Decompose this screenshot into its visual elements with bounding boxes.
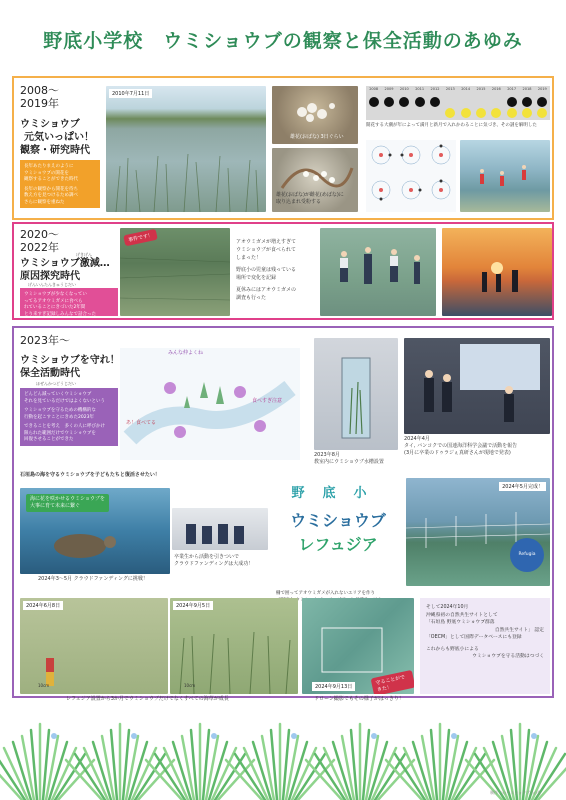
children-in-sea-photo — [460, 140, 550, 212]
graduates-caption: 卒業生から活動を引きついで クラウドファンディングは大成功！ — [174, 554, 254, 567]
seagrass-blade — [0, 754, 25, 800]
refugia-fence-photo — [406, 478, 550, 586]
conference-photo — [404, 338, 550, 434]
drone-caption: ドローン撮影でもその様子がはっきり！ — [314, 696, 404, 702]
era-description: ウミショウブが少なくなってい ってるアオウミガメに食べら れていることにきづいた2年間 とり来すぎ記録しみんなで話合った — [20, 288, 118, 316]
refugia-name-artwork — [274, 478, 402, 588]
moon-year-label: 2016 — [491, 87, 501, 91]
classroom-tank-photo — [314, 338, 398, 450]
growth-date-september: 2024年9月5日 — [173, 601, 213, 610]
moon-phase-dot — [537, 108, 547, 118]
moon-phase-dot — [522, 108, 532, 118]
moon-phase-dot — [430, 97, 440, 107]
era-title-line-2: 元気いっぱい！ — [24, 132, 94, 143]
moon-phase-dot — [476, 108, 486, 118]
era-description: 長年あたりまえのように ウミショウブの開花を 観察することができた時代 長年の観察から開花を待ち 数え方を見つけるため調べ さらに観察を重ねた — [20, 160, 100, 208]
era-title: ウミショウブを守れ！ 保全活動時代 — [20, 355, 120, 379]
map-label-friendly: みんな仲よくね — [168, 350, 204, 356]
moon-year-label: 2011 — [415, 87, 425, 91]
crowdfunding-badge: 海に花を咲かせるウミショウブを 大事に育て未来に繋ぐ — [26, 494, 109, 512]
oecm-box: そして2024年10月 沖縄県初の自然共生サイトとして 「石垣島 野底ウミショウブ群落 自然共生サイト」 認定 「OECM」として国際データベースにも登録 これからも野底小による ウミショウブを守る活動はつづく — [420, 598, 550, 694]
era-title — [20, 118, 94, 157]
male-flower-photo — [272, 86, 358, 144]
completion-badge: 2024年5月完成！ — [499, 482, 546, 491]
era-label: 2023年〜 — [20, 334, 70, 347]
era-line-2: 2019年 — [20, 97, 59, 110]
era-title-line-3: 観察・研究時代 — [20, 145, 90, 156]
moon-phase-dot — [445, 108, 455, 118]
moon-phase-dot — [415, 97, 425, 107]
ruby-text: げんいんたんきゅうじだい — [28, 282, 76, 287]
scale-label: 10cm — [184, 683, 196, 688]
moon-orbit-diagram — [366, 140, 456, 212]
moon-chart-caption: 開花する大潮が年によって満月と新月で入れかわることに気づき、その謎を解明した — [366, 123, 537, 128]
era-description: どんどん減っていくウミショウブ それを見ているだけではよくないという ウミショウブを守るための機構的な 行動を起こすことにきめた2023年 できることを考え 多くの人に呼びかけ 限られた範囲だけでウミショウブを 回復させることができた — [20, 388, 118, 446]
moon-phase-chart — [366, 86, 550, 120]
era-line-1: 2008〜 — [20, 84, 59, 97]
growth-photo-september — [170, 598, 298, 694]
sea-turtle-photo — [20, 488, 170, 574]
growth-photo-june — [20, 598, 168, 694]
protected-badge: 守ることができた！ — [371, 670, 414, 694]
moon-year-label: 2009 — [384, 87, 394, 91]
illustrated-sea-map — [120, 348, 300, 460]
moon-year-label: 2008 — [369, 87, 379, 91]
seagrass-flower — [451, 733, 457, 739]
refugia-word-umishobu: ウミショウブ — [290, 511, 386, 530]
conference-caption: 2024年4月 タイ, バンコクでの国連海洋科学会議で活動を報告 (3月に卒業のドゥラジぇ真研さんが現地で発表) — [404, 436, 518, 456]
moon-phase-dot — [522, 97, 532, 107]
crowdfunding-caption: 2024年3〜5月 クラウドファンディングに挑戦！ — [38, 576, 148, 582]
section-2008-2019 — [12, 76, 554, 220]
section-2023-onward — [12, 326, 554, 702]
ruby-text: ほぜんかつどうじだい — [36, 381, 76, 386]
seagrass-footer-illustration — [0, 706, 566, 800]
refugia-school-name: 野底小 — [291, 486, 385, 501]
moon-phase-dot — [369, 97, 379, 107]
female-flower-photo — [272, 148, 358, 212]
moon-phase-dot — [491, 108, 501, 118]
section-2020-2022 — [12, 222, 554, 320]
seagrass-flower — [211, 733, 217, 739]
photo-date-label: 2010年7月11日 — [109, 89, 152, 98]
female-flower-caption: 雄花(おばな)が雌花(めばな)に 取り込まれ受粉する — [276, 192, 344, 205]
graduates-photo — [172, 508, 268, 550]
refugia-caption: 柵で囲ってアオウミガメが入れないエリアを作り — [276, 591, 375, 596]
seagrass-flower — [291, 733, 297, 739]
seagrass-flower — [51, 733, 57, 739]
seagrass-field-photo — [106, 86, 266, 212]
refugia-word-refugia: レフュジア — [298, 535, 378, 554]
map-label-eating: あ！食べてる — [126, 420, 157, 426]
male-flower-caption: 雄花(おばな) 3日ぐらい — [290, 134, 344, 140]
moon-year-label: 2015 — [476, 87, 486, 91]
page-title: 野底小学校 ウミショウブの観察と保全活動のあゆみ — [43, 30, 523, 52]
moon-phase-dot — [537, 97, 547, 107]
moon-year-label: 2017 — [507, 87, 517, 91]
refugia-logo: Refugia — [510, 538, 544, 572]
moon-phase-dot — [507, 97, 517, 107]
moon-year-label: 2012 — [430, 87, 440, 91]
moon-year-label: 2018 — [522, 87, 532, 91]
era-label: 2020〜 2022年 — [20, 228, 59, 254]
crowdfunding-header: 石垣島の海を守るウミショウブを子どもたちと復活させたい！ — [20, 472, 160, 478]
moon-year-label: 2013 — [445, 87, 455, 91]
moon-year-label: 2010 — [399, 87, 409, 91]
era-title: ウミショウブ激減… 原因探究時代 — [20, 258, 110, 282]
growth-date-june: 2024年6月8日 — [23, 601, 63, 610]
moon-phase-dot — [461, 108, 471, 118]
era-title-line-1: ウミショウブ — [20, 119, 80, 130]
moon-phase-dot — [399, 97, 409, 107]
drone-photo — [302, 598, 414, 694]
map-label-overeating: 食べすぎ注意 — [252, 398, 283, 404]
moon-year-label: 2014 — [461, 87, 471, 91]
credit-text: 制作 ○○ウミショウブ○○会 — [490, 790, 542, 795]
seagrass-flower — [131, 733, 137, 739]
moon-phase-dot — [507, 108, 517, 118]
sunset-beach-photo — [442, 228, 552, 316]
incident-badge: 事件です！ — [123, 229, 158, 247]
tank-caption: 2023年8月 教室内にウミショウブ水槽設置 — [314, 452, 384, 465]
children-survey-photo — [320, 228, 436, 316]
drone-date: 2024年9月13日 — [312, 682, 355, 691]
growth-caption: レフュジア設置から3か月でウミショウブだけでなくすべての海草が成長 — [66, 696, 229, 702]
scale-label: 10cm — [38, 683, 50, 688]
moon-year-label: 2019 — [537, 87, 547, 91]
era-label — [20, 84, 59, 110]
grazed-seagrass-photo — [120, 228, 230, 316]
ruby-text: げきげん — [76, 252, 92, 257]
moon-phase-dot — [384, 97, 394, 107]
turtle-story-text: アオウミガメが増えすぎて ウミショウブが食べられて しまった！ 野底小の児童は残っている 場所で変化を記録 夏休みにはアオウミガメの 調査も行った — [236, 239, 297, 301]
seagrass-flower — [531, 733, 537, 739]
seagrass-flower — [371, 733, 377, 739]
